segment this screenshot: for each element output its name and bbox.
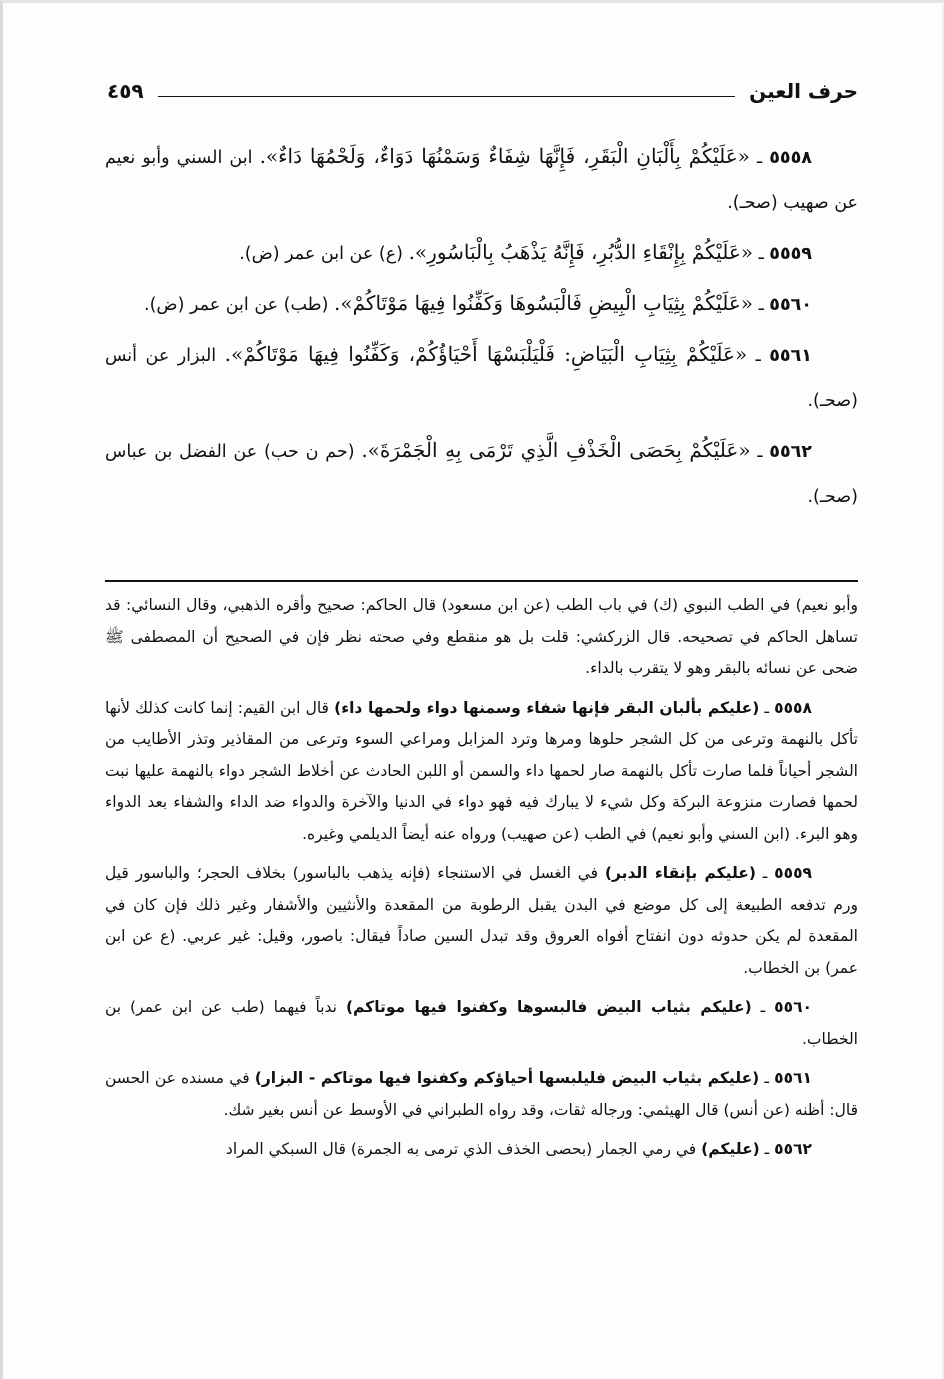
hadith-entry: ٥٥٥٨ ـ «عَلَيْكُمْ بِأَلْبَانِ الْبَقَرِ، فَإِنَّهَا شِفَاءٌ وَسَمْنُهَا دَوَاءٌ، وَلَحْمُهَا دَاءٌ». ابن السني وأبو نعيم عن صهيب (صحـ). — [105, 144, 858, 213]
hadith-entry: ٥٥٦٠ ـ «عَلَيْكُمْ بِثِيَابِ الْبِيضِ فَالْبَسُوهَا وَكَفِّنُوا فِيهَا مَوْتَاكُمْ». (طب) عن ابن عمر (ض). — [144, 291, 812, 315]
page-number: ٤٥٩ — [107, 79, 144, 103]
hadith-source: البزار عن أنس (صحـ). — [105, 346, 858, 411]
hadith-source: (ع) عن ابن عمر (ض). — [239, 244, 403, 264]
entry-number: ٥٥٥٨ — [769, 148, 812, 168]
hadith-source: (طب) عن ابن عمر (ض). — [144, 295, 329, 315]
commentary-note: ٥٥٦٠ ـ (عليكم بثياب البيض فالبسوها وكفنوا فيها موتاكم) ندباً فيهما (طب عن ابن عمر) بن الخطاب. — [105, 998, 858, 1048]
hadith-text: «عَلَيْكُمْ بِإِنْقَاءِ الدُّبُرِ، فَإِنَّهُ يَذْهَبُ بِالْبَاسُورِ». — [408, 240, 753, 264]
footnote-divider — [105, 580, 858, 582]
commentary-text: ندباً فيهما (طب عن ابن عمر) بن الخطاب. — [105, 998, 858, 1048]
commentary-text: في رمي الجمار (بحصى الخذف الذي ترمى به الجمرة) قال السبكي المراد — [225, 1140, 697, 1158]
hadith-source: (حم ن حب) عن الفضل بن عباس (صحـ). — [105, 442, 858, 507]
commentary-text: في مسنده عن الحسن قال: أظنه (عن أنس) قال الهيثمي: ورجاله ثقات، وقد رواه الطبراني في الأوسط عن أنس بغير شك. — [105, 1069, 858, 1119]
commentary-note: ٥٥٦١ ـ (عليكم بثياب البيض فليلبسها أحياؤكم وكفنوا فيها موتاكم - البزار) في مسنده عن الحسن قال: أظنه (عن أنس) قال الهيثمي: ورجاله ثقات، وقد رواه الطبراني في الأوسط عن أنس بغير شك. — [105, 1069, 858, 1119]
header-rule — [158, 96, 736, 97]
commentary-text: قال ابن القيم: إنما كانت كذلك لأنها تأكل بالنهمة وترعى من كل الشجر حلوها ومرها وترد المزابل ومراعي السوء وترعى من المقاذير وتذر الأطايب من الشجر أحياناً فلما صارت تأكل بالنهمة صار لحمها داء والسمن أو اللبن الحادث عن أخلاط الشجر دواء بالنهمة عليها نبت لحمها فصارت منزوعة البركة وكل شيء لا يبارك فيه فهو دواء في الدنيا والآخرة والدواء ضد الداء والشفاء بعد الدواء وهو البرء. (ابن السني وأبو نعيم) في الطب (عن صهيب) ورواه عنه أيضاً الديلمي وغيره. — [105, 698, 858, 843]
note-number: ٥٥٦١ — [774, 1069, 812, 1087]
hadith-text: «عَلَيْكُمْ بِثِيَابِ الْبِيضِ فَالْبَسُوهَا وَكَفِّنُوا فِيهَا مَوْتَاكُمْ». — [334, 291, 753, 315]
note-lemma: (عليكم) — [701, 1140, 760, 1158]
hadith-text: «عَلَيْكُمْ بِثِيَابِ الْبَيَاضِ: فَلْيَلْبَسْهَا أَحْيَاؤُكُمْ، وَكَفِّنُوا فِيهَا مَوْتَاكُمْ». — [224, 342, 748, 366]
commentary-note: ٥٥٦٢ ـ (عليكم) في رمي الجمار (بحصى الخذف الذي ترمى به الجمرة) قال السبكي المراد — [225, 1140, 812, 1158]
entry-number: ٥٥٦١ — [769, 346, 812, 366]
hadith-entry: ٥٥٦٢ ـ «عَلَيْكُمْ بِحَصَى الْخَذْفِ الَّذِي تَرْمَى بِهِ الْجَمْرَةَ». (حم ن حب) عن الفضل بن عباس (صحـ). — [105, 438, 858, 507]
note-number: ٥٥٦٠ — [774, 998, 812, 1016]
hadith-text: «عَلَيْكُمْ بِأَلْبَانِ الْبَقَرِ، فَإِنَّهَا شِفَاءٌ وَسَمْنُهَا دَوَاءٌ، وَلَحْمُهَا دَاءٌ». — [259, 144, 750, 168]
note-number: ٥٥٦٢ — [774, 1140, 812, 1158]
commentary-text: وأبو نعيم) في الطب النبوي (ك) في باب الطب (عن ابن مسعود) قال الحاكم: صحيح وأقره الذهبي، وقال النسائي: قد تساهل الحاكم في تصحيحه. قال الزركشي: قلت بل هو منقطع وفي صحته نظر فإن في الصحيح أن المصطفى ﷺ ضحى عن نسائه بالبقر وهو لا يتقرب بالداء. — [105, 596, 858, 677]
note-lemma: (عليكم بثياب البيض فالبسوها وكفنوا فيها موتاكم) — [345, 998, 752, 1016]
note-lemma: (عليكم بإنقاء الدبر) — [604, 864, 756, 882]
commentary-text: في الغسل في الاستنجاء (فإنه يذهب بالباسور) بخلاف الحجر؛ والباسور قيل ورم تدفعه الطبيعة إلى كل موضع في البدن يقبل الرطوبة من المقعدة والأنثيين والأشفار وغير ذلك فإن كان في المقعدة لم يكن حدوثه دون انفتاح أفواه العروق وقد تبدل السين صاداً فيقال: باصور، وقيل: غير عربي. (ع عن ابن عمر) بن الخطاب. — [105, 864, 858, 977]
commentary — [105, 590, 858, 1174]
main-text — [105, 134, 858, 524]
commentary-continuation — [105, 590, 858, 685]
entry-number: ٥٥٦٢ — [769, 442, 812, 462]
hadith-entry: ٥٥٥٩ ـ «عَلَيْكُمْ بِإِنْقَاءِ الدُّبُرِ، فَإِنَّهُ يَذْهَبُ بِالْبَاسُورِ». (ع) عن ابن عمر (ض). — [239, 240, 812, 264]
entry-number: ٥٥٦٠ — [769, 295, 812, 315]
hadith-entry: ٥٥٦١ ـ «عَلَيْكُمْ بِثِيَابِ الْبَيَاضِ: فَلْيَلْبَسْهَا أَحْيَاؤُكُمْ، وَكَفِّنُوا فِيهَا مَوْتَاكُمْ». البزار عن أنس (صحـ). — [105, 342, 858, 411]
commentary-note: ٥٥٥٩ ـ (عليكم بإنقاء الدبر) في الغسل في الاستنجاء (فإنه يذهب بالباسور) بخلاف الحجر؛ والباسور قيل ورم تدفعه الطبيعة إلى كل موضع في البدن يقبل الرطوبة من المقعدة والأنثيين والأشفار وغير ذلك فإن كان في المقعدة لم يكن حدوثه دون انفتاح أفواه العروق وقد تبدل السين صاداً فيقال: باصور، وقيل: غير عربي. (ع عن ابن عمر) بن الخطاب. — [105, 864, 858, 977]
note-lemma: (عليكم بثياب البيض فليلبسها أحياؤكم وكفنوا فيها موتاكم - البزار) — [254, 1069, 760, 1087]
note-lemma: (عليكم بألبان البقر فإنها شفاء وسمنها دواء ولحمها داء) — [334, 698, 760, 717]
note-number: ٥٥٥٨ — [774, 698, 812, 717]
running-header — [107, 76, 858, 106]
header-title: حرف العين — [749, 79, 858, 103]
entry-number: ٥٥٥٩ — [769, 244, 812, 264]
hadith-text: «عَلَيْكُمْ بِحَصَى الْخَذْفِ الَّذِي تَرْمَى بِهِ الْجَمْرَةَ». — [361, 438, 751, 462]
commentary-note: ٥٥٥٨ ـ (عليكم بألبان البقر فإنها شفاء وسمنها دواء ولحمها داء) قال ابن القيم: إنما كانت كذلك لأنها تأكل بالنهمة وترعى من كل الشجر حلوها ومرها وترد المزابل ومراعي السوء وترعى من المقاذير وتذر الأطايب من الشجر أحياناً فلما صارت تأكل بالنهمة صار لحمها داء والسمن أو اللبن الحادث عن أخلاط الشجر دواء بالنهمة عليها نبت لحمها فصارت منزوعة البركة وكل شيء لا يبارك فيه فهو دواء في الدنيا والآخرة والدواء ضد الداء والشفاء بعد الدواء وهو البرء. (ابن السني وأبو نعيم) في الطب (عن صهيب) ورواه عنه أيضاً الديلمي وغيره. — [105, 698, 858, 843]
note-number: ٥٥٥٩ — [774, 864, 812, 882]
hadith-source: ابن السني وأبو نعيم عن صهيب (صحـ). — [105, 148, 858, 213]
